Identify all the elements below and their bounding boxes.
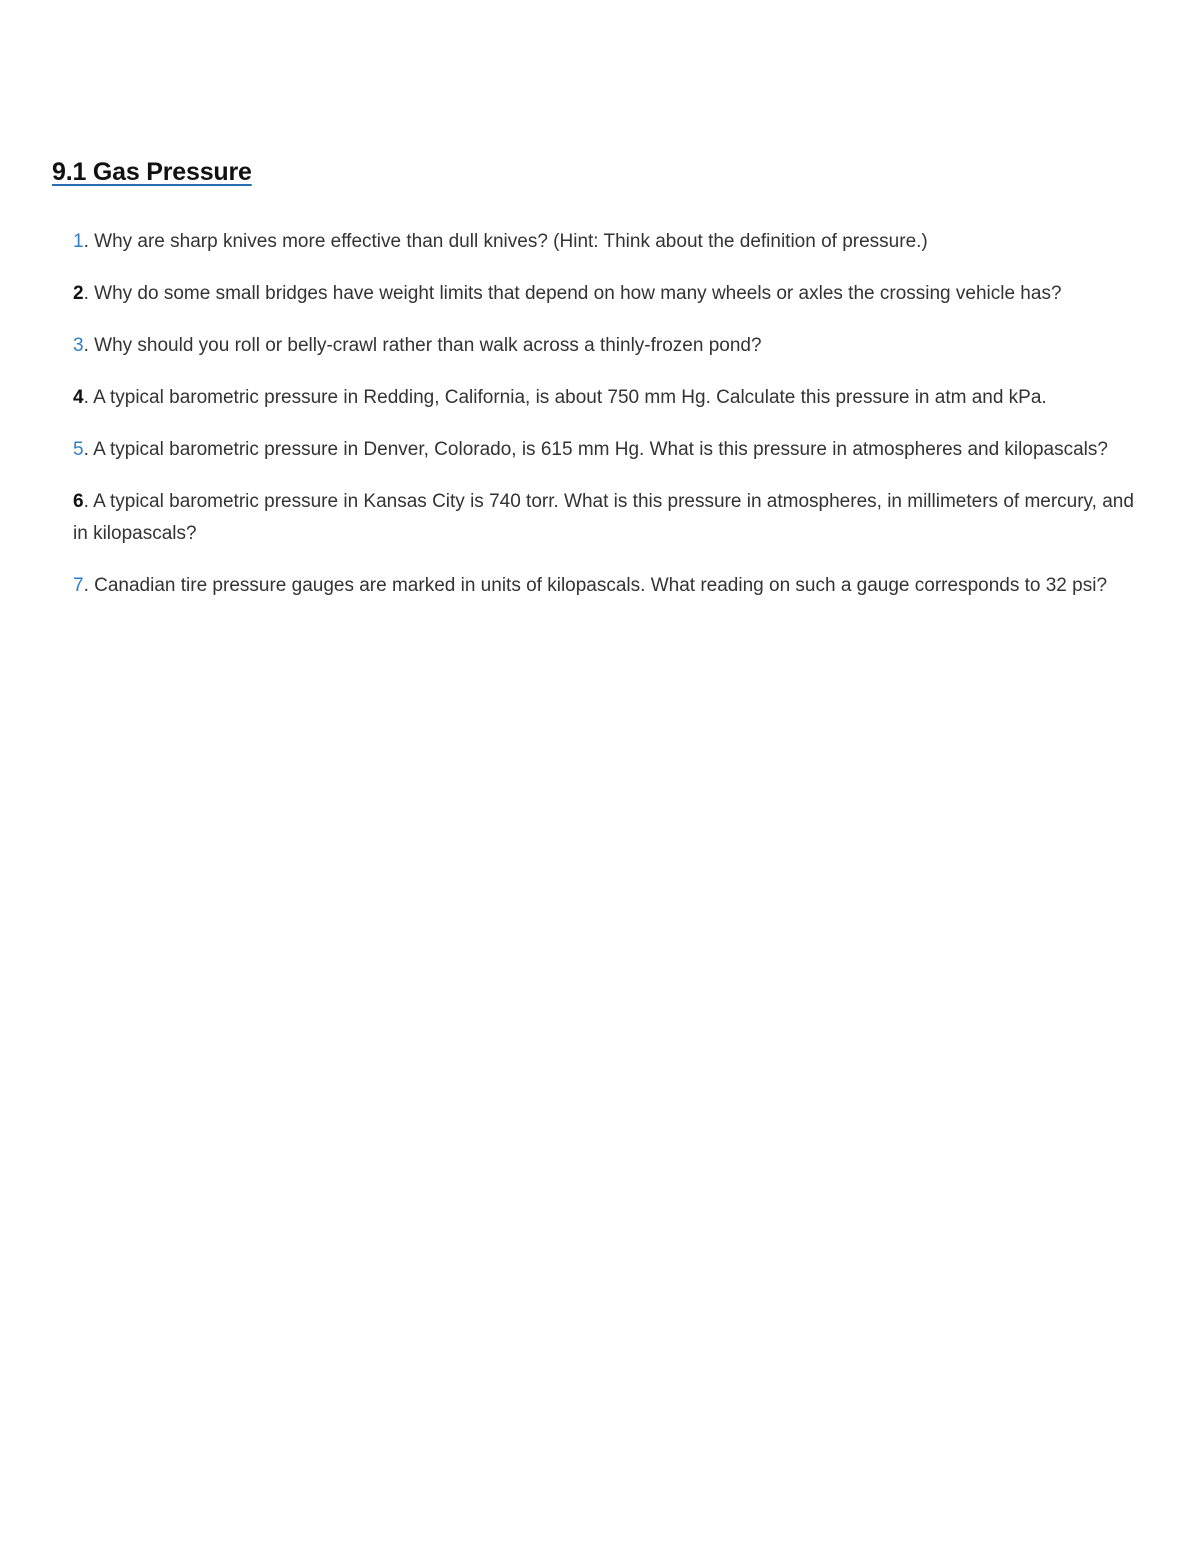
question-text: . Why do some small bridges have weight limits that depend on how many wheels or axles the crossing vehicle has?: [83, 283, 1062, 304]
section-title: 9.1 Gas Pressure: [52, 158, 252, 186]
question-text: . A typical barometric pressure in Denver, Colorado, is 615 mm Hg. What is this pressure in atmospheres and kilopascals?: [83, 439, 1108, 460]
question-item: [73, 434, 1148, 466]
question-item: [73, 382, 1148, 414]
question-item: [73, 486, 1148, 550]
question-item: [73, 570, 1148, 602]
question-text: . Why should you roll or belly-crawl rather than walk across a thinly-frozen pond?: [83, 335, 762, 356]
question-item: [73, 226, 1148, 258]
question-number: 5: [73, 439, 84, 460]
question-number: 3: [73, 335, 84, 356]
question-text: . Canadian tire pressure gauges are marked in units of kilopascals. What reading on such a gauge corresponds to 32 psi?: [83, 575, 1108, 596]
question-list: [73, 226, 1148, 622]
question-number: 2: [73, 283, 84, 304]
question-text: . A typical barometric pressure in Kansas City is 740 torr. What is this pressure in atmospheres, in millimeters of mercury, and in kilopascals?: [73, 491, 1134, 544]
question-text: . Why are sharp knives more effective than dull knives? (Hint: Think about the definition of pressure.): [83, 231, 928, 252]
question-item: [73, 278, 1148, 310]
question-number: 6: [73, 491, 84, 512]
question-item: [73, 330, 1148, 362]
question-number: 7: [73, 575, 84, 596]
question-number: 4: [73, 387, 84, 408]
question-text: . A typical barometric pressure in Redding, California, is about 750 mm Hg. Calculate this pressure in atm and kPa.: [83, 387, 1047, 408]
question-number: 1: [73, 231, 84, 252]
